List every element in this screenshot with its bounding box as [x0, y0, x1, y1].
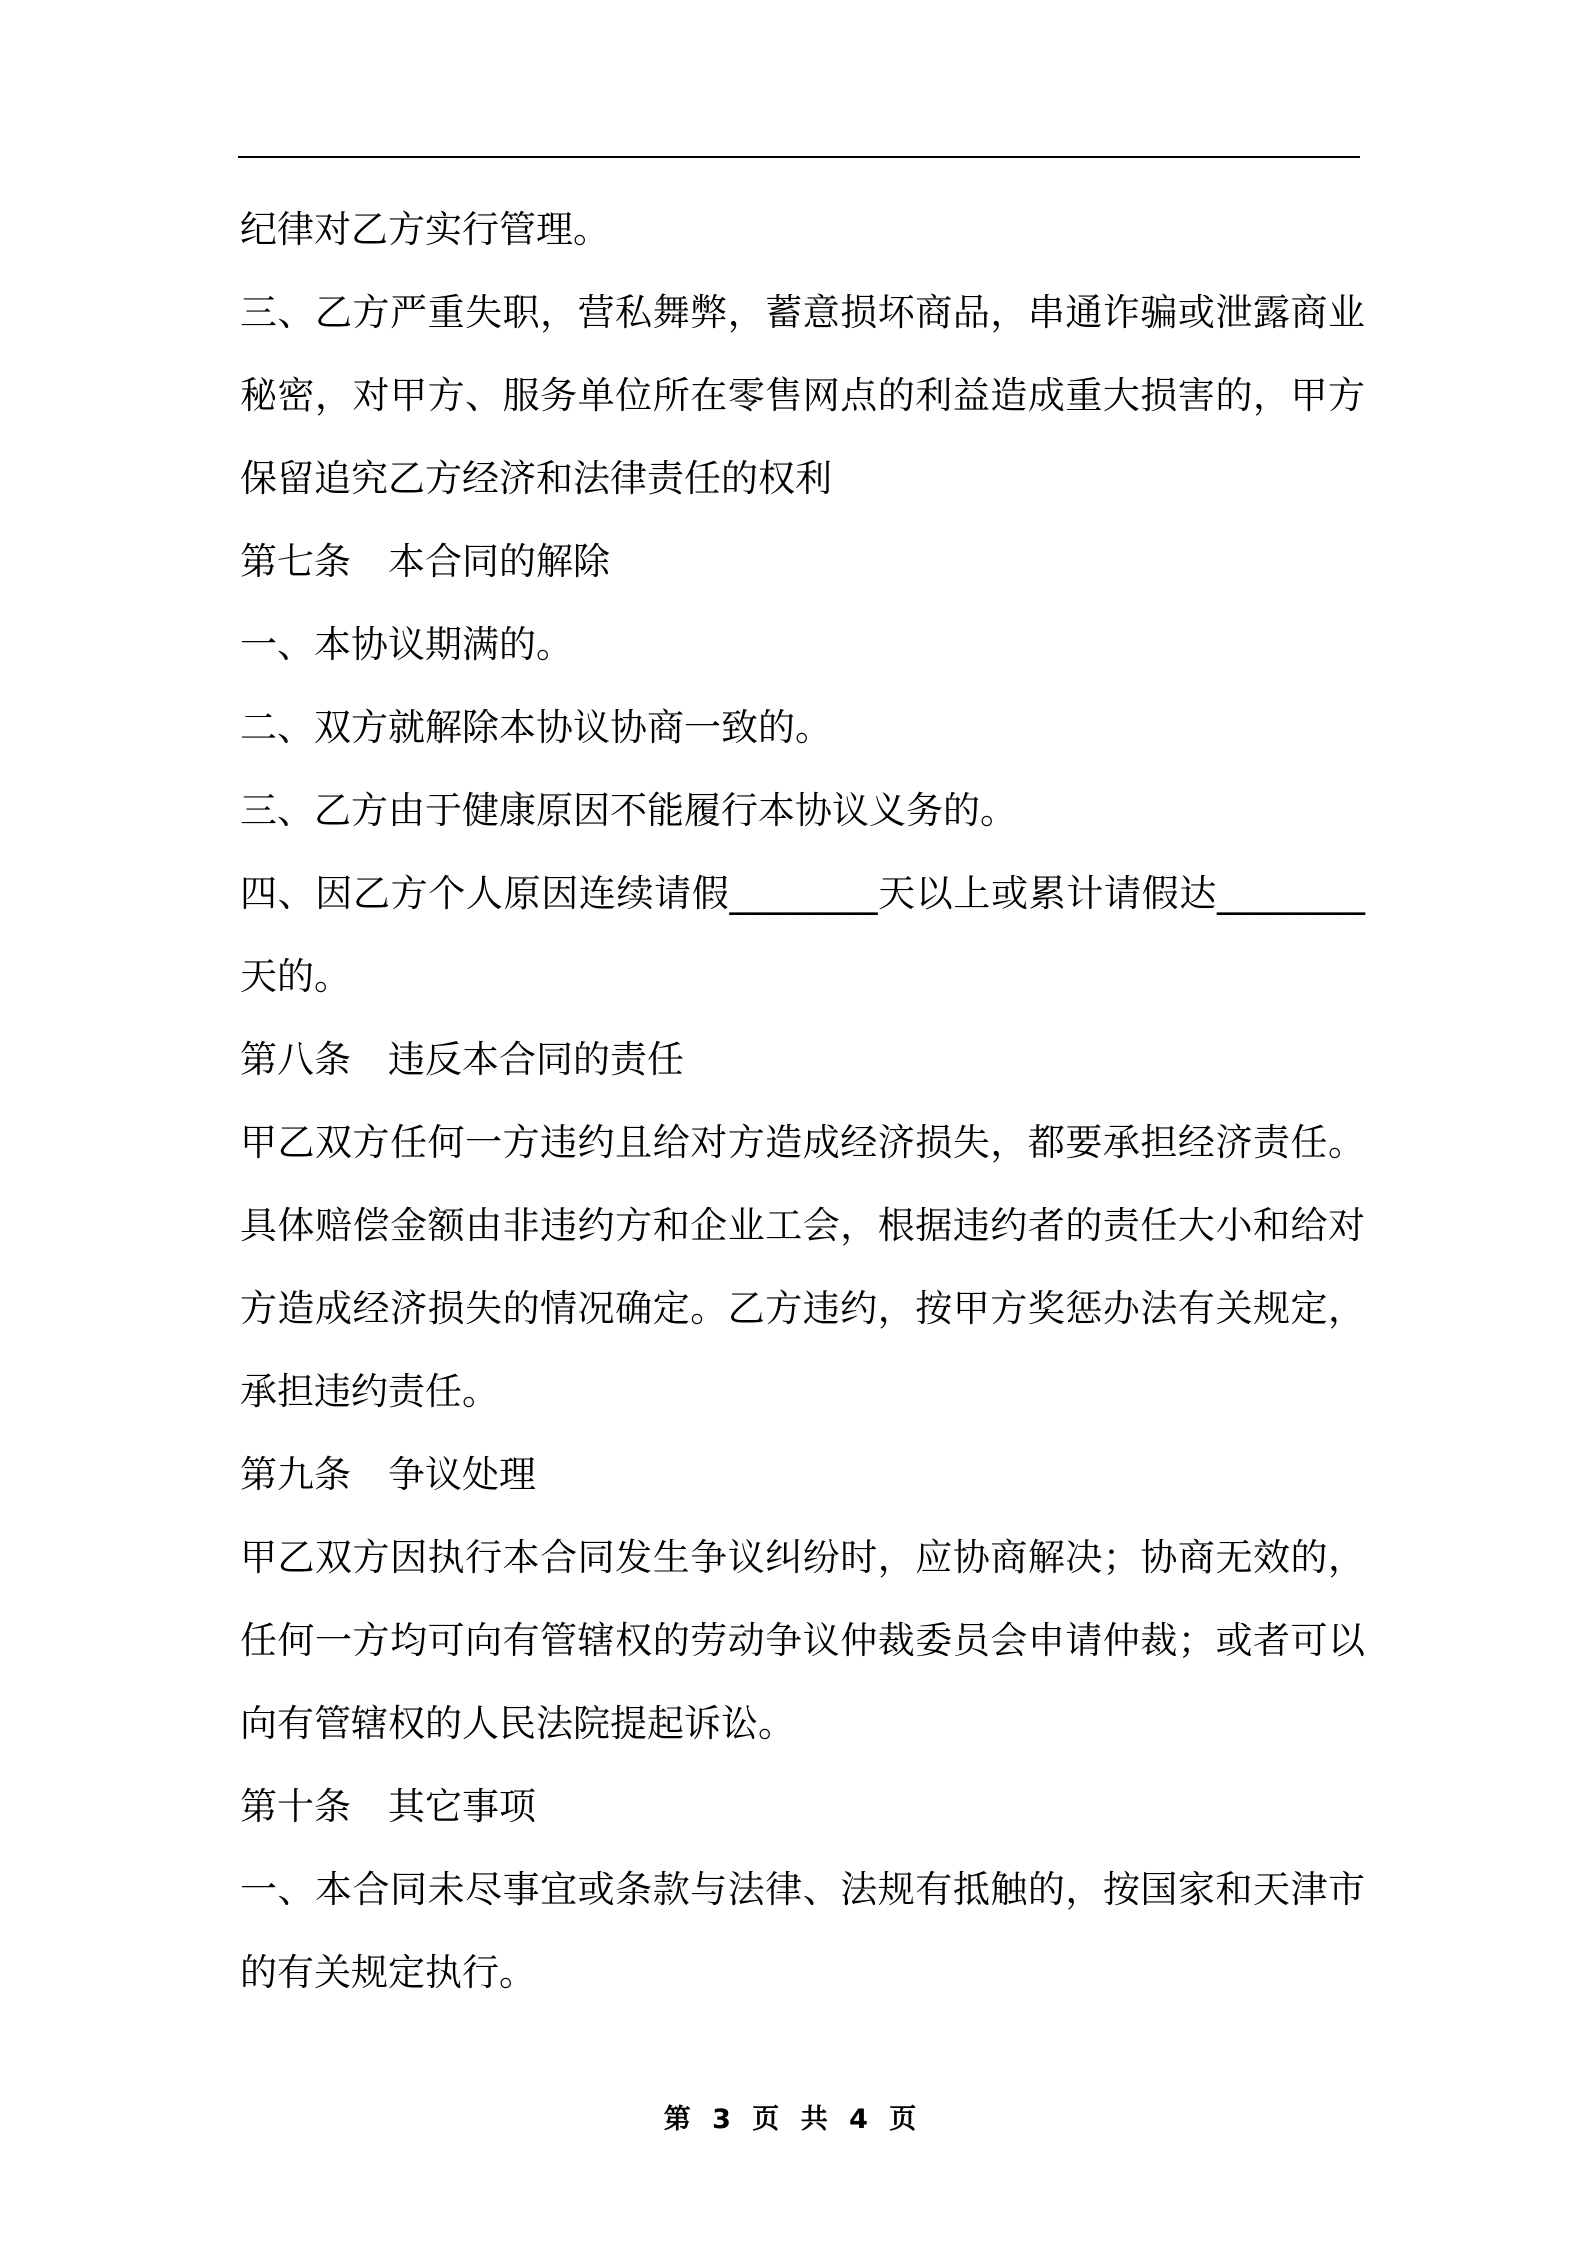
article-10-heading: 第十条 其它事项 [240, 1785, 536, 1828]
article-7-heading: 第七条 本合同的解除 [240, 540, 610, 583]
article-8-body: 甲乙双方任何一方违约且给对方造成经济损失，都要承担经济责任。具体赔偿金额由非违约方和企业工会，根据违约者的责任大小和给对方造成经济损失的情况确定。乙方违约，按甲方奖惩办法有关规定，承担违约责任。 [240, 1121, 1365, 1413]
paragraph-clause-3-misconduct: 三、乙方严重失职，营私舞弊，蓄意损坏商品，串通诈骗或泄露商业秘密，对甲方、服务单位所在零售网点的利益造成重大损害的，甲方保留追究乙方经济和法律责任的权利 [240, 291, 1365, 500]
article-10-item-1: 一、本合同未尽事宜或条款与法律、法规有抵触的，按国家和天津市的有关规定执行。 [240, 1868, 1365, 1994]
article-9-heading: 第九条 争议处理 [240, 1453, 536, 1496]
document-body [240, 188, 1365, 2014]
article-8-heading: 第八条 违反本合同的责任 [240, 1038, 684, 1081]
article-9-body: 甲乙双方因执行本合同发生争议纠纷时，应协商解决；协商无效的，任何一方均可向有管辖权的劳动争议仲裁委员会申请仲裁；或者可以向有管辖权的人民法院提起诉讼。 [240, 1536, 1365, 1745]
article-7-item-2: 二、双方就解除本协议协商一致的。 [240, 706, 832, 749]
article-7-item-3: 三、乙方由于健康原因不能履行本协议义务的。 [240, 789, 1017, 832]
header-rule [238, 156, 1360, 158]
paragraph-discipline-end: 纪律对乙方实行管理。 [240, 208, 610, 251]
article-7-item-1: 一、本协议期满的。 [240, 623, 573, 666]
page-number: 第 3 页 共 4 页 [663, 2104, 923, 2135]
article-7-item-4: 四、因乙方个人原因连续请假________天以上或累计请假达________天的。 [240, 872, 1365, 998]
